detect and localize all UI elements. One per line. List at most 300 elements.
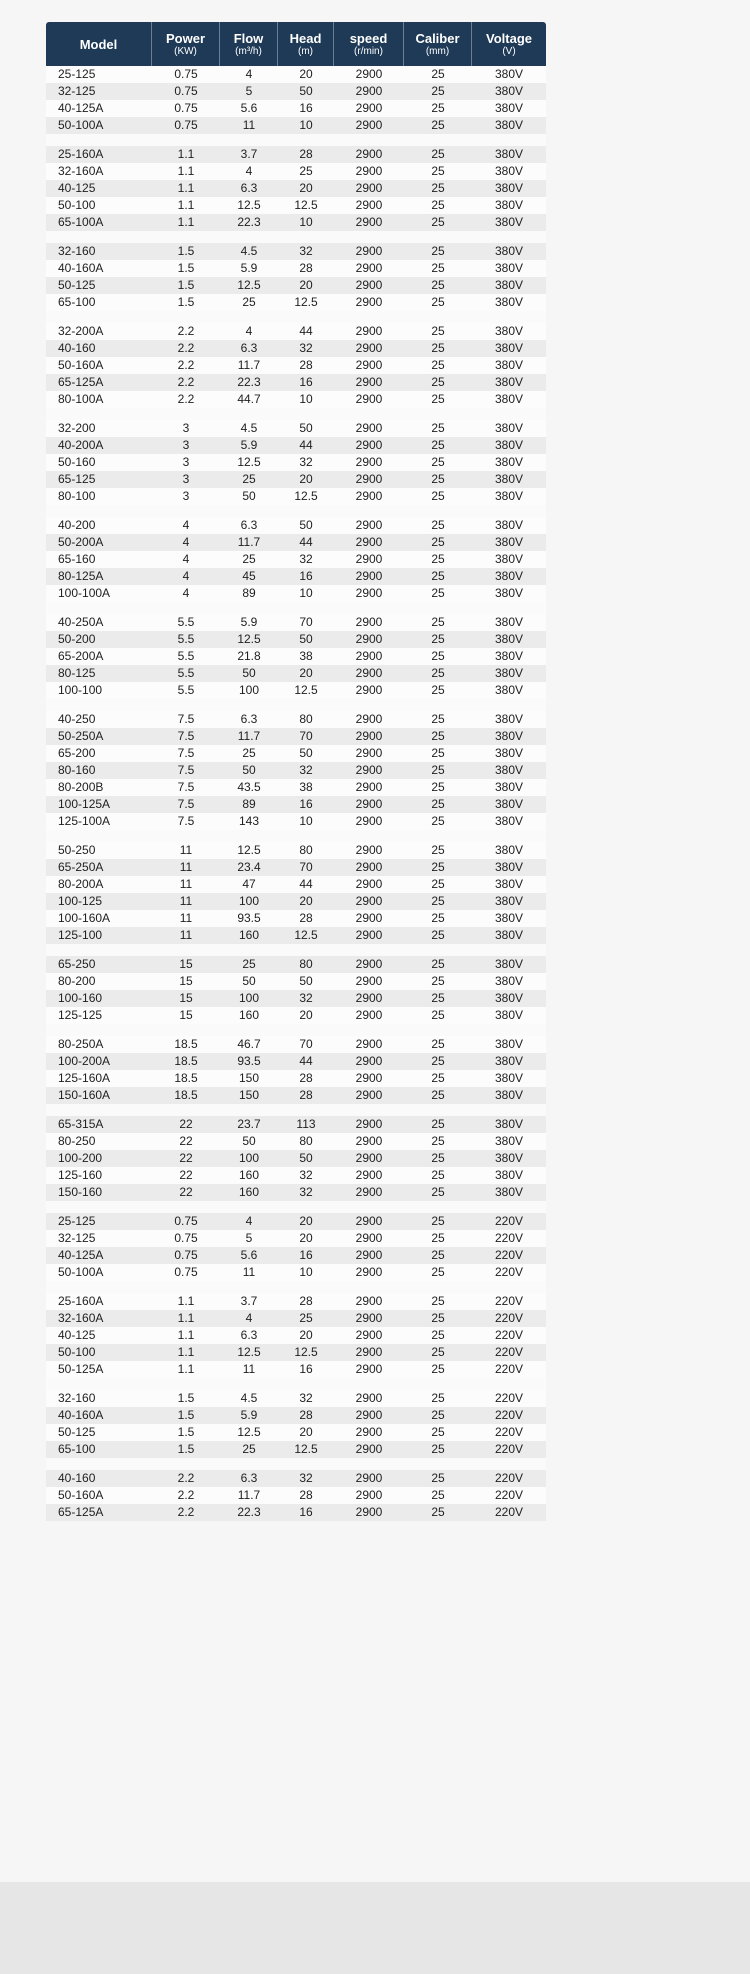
cell-speed: 2900	[355, 1505, 383, 1519]
cell-head: 25	[299, 1311, 313, 1325]
cell-flow: 5	[245, 84, 253, 98]
cell-speed: 2900	[355, 1037, 383, 1051]
table-row	[46, 340, 546, 357]
cell-speed: 2900	[355, 843, 383, 857]
cell-voltage: 380V	[494, 455, 524, 469]
cell-head: 20	[299, 1008, 313, 1022]
cell-caliber: 25	[431, 797, 445, 811]
table-row	[46, 1504, 546, 1521]
cell-caliber: 25	[431, 1294, 445, 1308]
table-row	[46, 163, 546, 180]
cell-flow: 12.5	[237, 455, 261, 469]
table-row	[46, 1213, 546, 1230]
cell-voltage: 380V	[494, 341, 524, 355]
column-unit: (KW)	[174, 45, 197, 57]
cell-head: 20	[299, 666, 313, 680]
cell-caliber: 25	[431, 181, 445, 195]
cell-caliber: 25	[431, 1328, 445, 1342]
table-row	[46, 796, 546, 813]
cell-caliber: 25	[431, 215, 445, 229]
cell-caliber: 25	[431, 683, 445, 697]
table-row	[46, 534, 546, 551]
cell-speed: 2900	[355, 278, 383, 292]
cell-caliber: 25	[431, 586, 445, 600]
cell-flow: 150	[238, 1088, 260, 1102]
cell-caliber: 25	[431, 649, 445, 663]
cell-caliber: 25	[431, 974, 445, 988]
cell-voltage: 380V	[494, 535, 524, 549]
cell-power: 4	[182, 518, 190, 532]
cell-power: 4	[182, 569, 190, 583]
cell-head: 38	[299, 649, 313, 663]
cell-voltage: 220V	[494, 1442, 524, 1456]
cell-caliber: 25	[431, 957, 445, 971]
cell-head: 28	[299, 147, 313, 161]
table-row	[46, 260, 546, 277]
table-row	[46, 214, 546, 231]
cell-flow: 21.8	[237, 649, 261, 663]
cell-head: 32	[299, 1185, 313, 1199]
cell-caliber: 25	[431, 198, 445, 212]
cell-power: 2.2	[177, 341, 195, 355]
cell-speed: 2900	[355, 1408, 383, 1422]
cell-model: 80-200A	[58, 877, 104, 891]
table-row	[46, 893, 546, 910]
cell-flow: 23.7	[237, 1117, 261, 1131]
cell-head: 70	[299, 860, 313, 874]
table-row	[46, 243, 546, 260]
table-row	[46, 1036, 546, 1053]
column-title: Caliber	[415, 30, 460, 46]
cell-flow: 4	[245, 1311, 253, 1325]
cell-flow: 4	[245, 324, 253, 338]
cell-flow: 50	[242, 1134, 256, 1148]
group-spacer-row	[46, 602, 546, 614]
cell-speed: 2900	[355, 1425, 383, 1439]
cell-flow: 5	[245, 1231, 253, 1245]
cell-power: 1.5	[177, 1425, 195, 1439]
cell-model: 40-200A	[58, 438, 104, 452]
table-row	[46, 180, 546, 197]
table-row	[46, 1133, 546, 1150]
cell-flow: 50	[242, 489, 256, 503]
cell-speed: 2900	[355, 957, 383, 971]
cell-caliber: 25	[431, 1442, 445, 1456]
group-spacer-row	[46, 1378, 546, 1390]
table-row	[46, 323, 546, 340]
cell-caliber: 25	[431, 278, 445, 292]
cell-head: 16	[299, 569, 313, 583]
cell-power: 5.5	[177, 615, 195, 629]
cell-power: 18.5	[174, 1071, 198, 1085]
cell-flow: 50	[242, 763, 256, 777]
cell-power: 2.2	[177, 1505, 195, 1519]
cell-voltage: 380V	[494, 1054, 524, 1068]
cell-caliber: 25	[431, 472, 445, 486]
cell-head: 20	[299, 472, 313, 486]
cell-caliber: 25	[431, 1425, 445, 1439]
cell-caliber: 25	[431, 455, 445, 469]
cell-speed: 2900	[355, 421, 383, 435]
cell-model: 32-200A	[58, 324, 104, 338]
cell-flow: 5.6	[240, 101, 258, 115]
cell-head: 20	[299, 1231, 313, 1245]
table-row	[46, 100, 546, 117]
cell-voltage: 380V	[494, 632, 524, 646]
cell-model: 65-160	[58, 552, 96, 566]
cell-voltage: 380V	[494, 244, 524, 258]
cell-flow: 25	[242, 552, 256, 566]
table-row	[46, 117, 546, 134]
cell-voltage: 380V	[494, 1088, 524, 1102]
cell-flow: 93.5	[237, 911, 261, 925]
table-row	[46, 1150, 546, 1167]
table-row	[46, 927, 546, 944]
cell-voltage: 220V	[494, 1488, 524, 1502]
cell-flow: 4.5	[240, 1391, 258, 1405]
cell-model: 50-100A	[58, 118, 104, 132]
cell-power: 11	[179, 860, 193, 874]
cell-flow: 23.4	[237, 860, 261, 874]
cell-power: 1.1	[177, 1294, 195, 1308]
cell-head: 32	[299, 455, 313, 469]
cell-power: 1.5	[177, 244, 195, 258]
cell-voltage: 380V	[494, 421, 524, 435]
cell-model: 100-125A	[58, 797, 111, 811]
cell-voltage: 380V	[494, 181, 524, 195]
cell-power: 2.2	[177, 324, 195, 338]
cell-head: 12.5	[294, 1442, 318, 1456]
cell-power: 4	[182, 586, 190, 600]
cell-head: 12.5	[294, 198, 318, 212]
cell-head: 32	[299, 1471, 313, 1485]
cell-voltage: 380V	[494, 261, 524, 275]
cell-voltage: 380V	[494, 1134, 524, 1148]
cell-flow: 4	[245, 1214, 253, 1228]
cell-voltage: 220V	[494, 1311, 524, 1325]
cell-flow: 160	[238, 1008, 260, 1022]
cell-voltage: 220V	[494, 1425, 524, 1439]
cell-voltage: 380V	[494, 746, 524, 760]
cell-model: 65-125	[58, 472, 96, 486]
cell-speed: 2900	[355, 586, 383, 600]
table-row	[46, 973, 546, 990]
cell-caliber: 25	[431, 324, 445, 338]
cell-power: 5.5	[177, 666, 195, 680]
cell-voltage: 380V	[494, 1008, 524, 1022]
cell-flow: 25	[242, 295, 256, 309]
cell-speed: 2900	[355, 438, 383, 452]
cell-model: 65-125A	[58, 1505, 104, 1519]
cell-model: 65-250	[58, 957, 96, 971]
cell-head: 20	[299, 1425, 313, 1439]
cell-caliber: 25	[431, 244, 445, 258]
table-row	[46, 762, 546, 779]
table-row	[46, 1470, 546, 1487]
cell-speed: 2900	[355, 1214, 383, 1228]
cell-head: 16	[299, 1505, 313, 1519]
cell-flow: 43.5	[237, 780, 261, 794]
table-row	[46, 83, 546, 100]
cell-power: 2.2	[177, 1471, 195, 1485]
cell-head: 80	[299, 957, 313, 971]
cell-model: 50-200	[58, 632, 96, 646]
column-title: Power	[165, 30, 205, 46]
cell-flow: 11	[242, 1362, 256, 1376]
cell-caliber: 25	[431, 632, 445, 646]
cell-flow: 5.9	[240, 615, 258, 629]
cell-power: 4	[182, 552, 190, 566]
cell-caliber: 25	[431, 843, 445, 857]
cell-voltage: 380V	[494, 278, 524, 292]
cell-speed: 2900	[355, 894, 383, 908]
cell-caliber: 25	[431, 1471, 445, 1485]
cell-power: 5.5	[177, 683, 195, 697]
cell-speed: 2900	[355, 729, 383, 743]
table-row	[46, 1230, 546, 1247]
table-row	[46, 66, 546, 83]
cell-model: 80-200B	[58, 780, 104, 794]
cell-voltage: 380V	[494, 615, 524, 629]
cell-power: 7.5	[177, 712, 195, 726]
column-title: Head	[289, 30, 322, 46]
cell-voltage: 380V	[494, 1117, 524, 1131]
cell-head: 28	[299, 1488, 313, 1502]
table-header-row	[46, 22, 546, 66]
table-row	[46, 357, 546, 374]
cell-flow: 12.5	[237, 278, 261, 292]
cell-speed: 2900	[355, 101, 383, 115]
cell-model: 32-160	[58, 1391, 96, 1405]
cell-speed: 2900	[355, 1054, 383, 1068]
cell-speed: 2900	[355, 118, 383, 132]
cell-head: 16	[299, 797, 313, 811]
cell-speed: 2900	[355, 472, 383, 486]
cell-model: 40-125A	[58, 101, 104, 115]
cell-model: 50-100	[58, 1345, 96, 1359]
cell-flow: 11.7	[237, 358, 261, 372]
table-row	[46, 568, 546, 585]
cell-head: 16	[299, 1362, 313, 1376]
cell-caliber: 25	[431, 1265, 445, 1279]
group-spacer-row	[46, 699, 546, 711]
cell-caliber: 25	[431, 518, 445, 532]
cell-voltage: 380V	[494, 375, 524, 389]
cell-power: 5.5	[177, 649, 195, 663]
cell-power: 18.5	[174, 1088, 198, 1102]
cell-model: 40-160A	[58, 1408, 104, 1422]
cell-power: 1.1	[177, 215, 195, 229]
cell-flow: 25	[242, 1442, 256, 1456]
cell-head: 50	[299, 518, 313, 532]
cell-caliber: 25	[431, 1037, 445, 1051]
cell-caliber: 25	[431, 1248, 445, 1262]
cell-speed: 2900	[355, 814, 383, 828]
cell-caliber: 25	[431, 1231, 445, 1245]
cell-voltage: 220V	[494, 1471, 524, 1485]
cell-flow: 11.7	[237, 535, 261, 549]
table-row	[46, 1007, 546, 1024]
table-row	[46, 631, 546, 648]
cell-caliber: 25	[431, 1168, 445, 1182]
cell-caliber: 25	[431, 569, 445, 583]
cell-voltage: 380V	[494, 164, 524, 178]
column-unit: (mm)	[425, 45, 450, 57]
cell-head: 50	[299, 84, 313, 98]
cell-speed: 2900	[355, 324, 383, 338]
cell-model: 50-160A	[58, 358, 104, 372]
cell-head: 32	[299, 552, 313, 566]
cell-model: 40-250	[58, 712, 96, 726]
cell-caliber: 25	[431, 101, 445, 115]
cell-voltage: 380V	[494, 712, 524, 726]
cell-caliber: 25	[431, 894, 445, 908]
cell-flow: 22.3	[237, 215, 261, 229]
cell-speed: 2900	[355, 928, 383, 942]
cell-head: 28	[299, 1294, 313, 1308]
cell-caliber: 25	[431, 1071, 445, 1085]
column-header-power	[152, 22, 220, 66]
cell-speed: 2900	[355, 746, 383, 760]
cell-caliber: 25	[431, 1408, 445, 1422]
cell-voltage: 380V	[494, 957, 524, 971]
cell-model: 50-125A	[58, 1362, 104, 1376]
cell-caliber: 25	[431, 1345, 445, 1359]
table-row	[46, 1441, 546, 1458]
cell-speed: 2900	[355, 341, 383, 355]
cell-flow: 44.7	[237, 392, 261, 406]
cell-speed: 2900	[355, 1071, 383, 1085]
table-row	[46, 1247, 546, 1264]
cell-model: 125-100	[58, 928, 103, 942]
cell-model: 100-100A	[58, 586, 111, 600]
cell-power: 18.5	[174, 1037, 198, 1051]
cell-model: 100-160A	[58, 911, 111, 925]
cell-head: 38	[299, 780, 313, 794]
group-spacer-row	[46, 1024, 546, 1036]
cell-model: 40-125A	[58, 1248, 104, 1262]
cell-head: 80	[299, 843, 313, 857]
cell-voltage: 380V	[494, 147, 524, 161]
cell-model: 40-160	[58, 341, 96, 355]
cell-speed: 2900	[355, 295, 383, 309]
cell-model: 50-250	[58, 843, 96, 857]
cell-model: 50-100A	[58, 1265, 104, 1279]
cell-caliber: 25	[431, 1362, 445, 1376]
cell-speed: 2900	[355, 375, 383, 389]
cell-head: 25	[299, 164, 313, 178]
cell-caliber: 25	[431, 147, 445, 161]
cell-head: 10	[299, 118, 313, 132]
cell-flow: 4	[245, 164, 253, 178]
group-spacer-row	[46, 505, 546, 517]
table-row	[46, 728, 546, 745]
cell-head: 32	[299, 341, 313, 355]
cell-power: 18.5	[174, 1054, 198, 1068]
table-row	[46, 1310, 546, 1327]
cell-head: 12.5	[294, 1345, 318, 1359]
cell-caliber: 25	[431, 991, 445, 1005]
group-spacer-row	[46, 134, 546, 146]
table-row	[46, 374, 546, 391]
cell-model: 50-160A	[58, 1488, 104, 1502]
group-spacer-row	[46, 311, 546, 323]
cell-model: 40-125	[58, 1328, 96, 1342]
cell-model: 50-250A	[58, 729, 104, 743]
cell-model: 100-100	[58, 683, 103, 697]
cell-voltage: 380V	[494, 84, 524, 98]
cell-caliber: 25	[431, 763, 445, 777]
cell-voltage: 380V	[494, 118, 524, 132]
table-row	[46, 1327, 546, 1344]
cell-voltage: 380V	[494, 729, 524, 743]
cell-model: 80-125A	[58, 569, 104, 583]
column-title: speed	[349, 30, 388, 46]
group-spacer-row	[46, 408, 546, 420]
cell-speed: 2900	[355, 763, 383, 777]
cell-power: 1.1	[177, 1311, 195, 1325]
cell-flow: 143	[238, 814, 260, 828]
cell-speed: 2900	[355, 1231, 383, 1245]
cell-speed: 2900	[355, 1362, 383, 1376]
cell-power: 2.2	[177, 1488, 195, 1502]
table-row	[46, 842, 546, 859]
cell-voltage: 220V	[494, 1345, 524, 1359]
cell-voltage: 380V	[494, 683, 524, 697]
cell-power: 1.5	[177, 1408, 195, 1422]
cell-flow: 11.7	[237, 729, 261, 743]
cell-model: 100-200	[58, 1151, 103, 1165]
cell-power: 11	[179, 911, 193, 925]
table-row	[46, 420, 546, 437]
cell-caliber: 25	[431, 535, 445, 549]
cell-head: 70	[299, 615, 313, 629]
cell-head: 20	[299, 894, 313, 908]
cell-speed: 2900	[355, 489, 383, 503]
cell-voltage: 380V	[494, 324, 524, 338]
cell-caliber: 25	[431, 1008, 445, 1022]
cell-head: 32	[299, 1391, 313, 1405]
table-body	[46, 66, 546, 1521]
cell-voltage: 380V	[494, 928, 524, 942]
cell-caliber: 25	[431, 1088, 445, 1102]
cell-head: 12.5	[294, 295, 318, 309]
cell-voltage: 380V	[494, 295, 524, 309]
table-row	[46, 614, 546, 631]
cell-head: 28	[299, 1408, 313, 1422]
table-row	[46, 471, 546, 488]
cell-power: 2.2	[177, 375, 195, 389]
table-row	[46, 1424, 546, 1441]
cell-model: 50-160	[58, 455, 96, 469]
cell-power: 0.75	[174, 67, 198, 81]
cell-power: 22	[179, 1117, 193, 1131]
cell-voltage: 220V	[494, 1408, 524, 1422]
cell-head: 50	[299, 746, 313, 760]
cell-speed: 2900	[355, 181, 383, 195]
cell-model: 40-160A	[58, 261, 104, 275]
column-unit: (m³/h)	[235, 45, 262, 57]
table-row	[46, 956, 546, 973]
footer-band	[0, 1882, 750, 1974]
cell-caliber: 25	[431, 552, 445, 566]
cell-power: 1.1	[177, 1328, 195, 1342]
cell-speed: 2900	[355, 974, 383, 988]
cell-voltage: 380V	[494, 666, 524, 680]
cell-power: 22	[179, 1134, 193, 1148]
cell-power: 11	[179, 928, 193, 942]
cell-flow: 89	[242, 797, 256, 811]
